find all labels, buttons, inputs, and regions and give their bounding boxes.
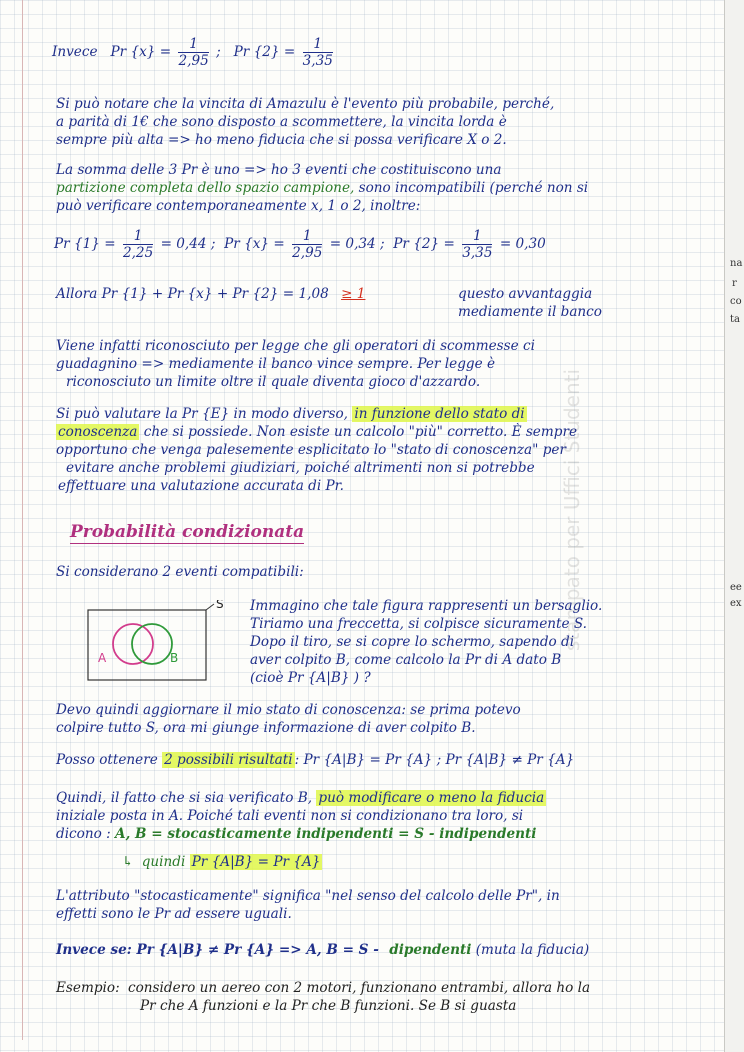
probabilities-line: [54, 228, 546, 261]
quindi-text: quindi: [141, 854, 186, 870]
section-title: Probabilità condizionata: [70, 522, 305, 542]
fraction: [178, 36, 208, 69]
fraction-den: 3,35: [302, 53, 333, 69]
sum-expression: Allora Pr {1} + Pr {x} + Pr {2} = 1,08: [56, 286, 329, 302]
para4-line: [56, 424, 577, 440]
fraction: [292, 228, 322, 261]
intro-px: Pr {x} =: [110, 44, 172, 60]
greater-equal-one: ≥ 1: [341, 286, 366, 302]
sum-note: questo avvantaggia: [458, 286, 593, 302]
para3-line: guadagnino => mediamente il banco vince sempre. Per legge è: [56, 356, 496, 372]
quindi-line: [122, 854, 322, 870]
prob-1-value: = 0,44 ;: [160, 236, 216, 252]
watermark: stampato per Uffici Studenti: [560, 368, 584, 652]
label-s: S: [216, 600, 224, 611]
para2-line: può verificare contemporaneamente x, 1 o 2, inoltre:: [56, 198, 421, 214]
para4-line: evitare anche problemi giudiziari, poiché altrimenti non si potrebbe: [66, 460, 535, 476]
para5-line: Devo quindi aggiornare il mio stato di conoscenza: se prima potevo: [56, 702, 521, 718]
intro-p2: Pr {2} =: [233, 44, 296, 60]
results-text: Posso ottenere: [56, 752, 158, 768]
para1-line: a parità di 1€ che sono disposto a scommettere, la vincita lorda è: [56, 114, 507, 130]
adjacent-page-edge: [724, 0, 744, 1052]
para7-line: effetti sono le Pr ad essere uguali.: [56, 906, 292, 922]
fraction-den: 2,95: [178, 53, 209, 69]
dependent-line: [56, 942, 589, 958]
results-formula: : Pr {A|B} = Pr {A} ; Pr {A|B} ≠ Pr {A}: [294, 752, 575, 768]
para6-line: iniziale posta in A. Poiché tali eventi non si condizionano tra loro, si: [56, 808, 524, 824]
para6-line: [56, 826, 536, 842]
para1-line: sempre più alta => ho meno fiducia che si possa verificare X o 2.: [56, 132, 507, 148]
edge-fragment: na: [730, 258, 743, 269]
example-label: Esempio:: [56, 980, 120, 996]
highlight: in funzione dello stato di: [354, 406, 525, 422]
venn-diagram: [86, 600, 236, 684]
highlight: 2 possibili risultati: [164, 752, 293, 768]
para6-text: Quindi, il fatto che si sia verificato B,: [56, 790, 313, 806]
fraction-num: 1: [303, 36, 333, 53]
fraction-den: 3,35: [462, 245, 493, 261]
para4-line: effettuare una valutazione accurata di Pr.: [58, 478, 344, 494]
margin-line: [22, 0, 23, 1040]
fraction-num: 1: [292, 228, 322, 245]
venn-text-line: Dopo il tiro, se si copre lo schermo, sapendo di: [250, 634, 575, 650]
para4-line: [56, 406, 527, 422]
fraction-num: 1: [178, 36, 208, 53]
sample-space-rect: [88, 610, 206, 680]
prob-x-value: = 0,34 ;: [329, 236, 385, 252]
dependent-note: (muta la fiducia): [475, 942, 590, 958]
fraction: [123, 228, 153, 261]
intro-lead: Invece: [52, 44, 98, 60]
label-a: A: [98, 651, 107, 665]
edge-fragment: ex: [730, 598, 742, 609]
example-line: considero un aereo con 2 motori, funzionano entrambi, allora ho la: [128, 980, 591, 996]
para5-line: colpire tutto S, ora mi giunge informazione di aver colpito B.: [56, 720, 476, 736]
sum-line: [56, 286, 365, 302]
independence-definition: A, B = stocasticamente indipendenti = S - indipendenti: [115, 826, 537, 842]
dependent-formula: Invece se: Pr {A|B} ≠ Pr {A} => A, B = S -: [56, 942, 379, 958]
partition-term: partizione completa dello spazio campione,: [56, 180, 355, 196]
para6-line: [56, 790, 546, 806]
para3-line: riconosciuto un limite oltre il quale diventa gioco d'azzardo.: [66, 374, 481, 390]
para2-line: La somma delle 3 Pr è uno => ho 3 eventi che costituiscono una: [56, 162, 502, 178]
circle-b: [132, 624, 172, 664]
s-pointer-line: [206, 604, 214, 610]
separator: ;: [216, 44, 221, 60]
fraction: [303, 36, 333, 69]
highlight: Pr {A|B} = Pr {A}: [191, 854, 321, 870]
edge-fragment: r: [732, 278, 737, 289]
venn-text-line: aver colpito B, come calcolo la Pr di A dato B: [250, 652, 562, 668]
para4-text: che si possiede. Non esiste un calcolo "più" corretto. È sempre: [143, 424, 577, 440]
para4-text: Si può valutare la Pr {E} in modo diverso,: [56, 406, 349, 422]
edge-fragment: co: [730, 296, 742, 307]
intro-line: [52, 36, 336, 69]
example-line: Pr che A funzioni e la Pr che B funzioni. Se B si guasta: [140, 998, 517, 1014]
para6-text: dicono :: [56, 826, 111, 842]
circle-a: [113, 624, 153, 664]
para1-line: Si può notare che la vincita di Amazulu è l'evento più probabile, perché,: [56, 96, 555, 112]
prob-1: Pr {1} =: [54, 236, 116, 252]
fraction-den: 2,95: [292, 245, 323, 261]
dependent-term: dipendenti: [389, 942, 472, 958]
fraction-den: 2,25: [122, 245, 154, 261]
highlight: conoscenza: [58, 424, 138, 440]
fraction-num: 1: [462, 228, 492, 245]
compat-line: Si considerano 2 eventi compatibili:: [56, 564, 304, 580]
para2-line: [56, 180, 588, 196]
results-line: [56, 752, 574, 768]
highlight: può modificare o meno la fiducia: [318, 790, 545, 806]
venn-text-line: Immagino che tale figura rappresenti un bersaglio.: [250, 598, 603, 614]
para3-line: Viene infatti riconosciuto per legge che gli operatori di scommesse ci: [56, 338, 535, 354]
prob-2-value: = 0,30: [499, 236, 546, 252]
label-b: B: [170, 651, 179, 665]
venn-text-line: (cioè Pr {A|B} ) ?: [250, 670, 371, 686]
para7-line: L'attributo "stocasticamente" significa "nel senso del calcolo delle Pr", in: [56, 888, 560, 904]
fraction-num: 1: [123, 228, 153, 245]
edge-fragment: ta: [730, 314, 740, 325]
para2-rest: sono incompatibili (perché non si: [358, 180, 589, 196]
prob-x: Pr {x} =: [224, 236, 285, 252]
venn-text-line: Tiriamo una freccetta, si colpisce sicuramente S.: [250, 616, 587, 632]
arrow-icon: ↳: [122, 854, 134, 870]
prob-2: Pr {2} =: [393, 236, 455, 252]
sum-note: mediamente il banco: [458, 304, 602, 320]
para4-line: opportuno che venga palesemente esplicitato lo "stato di conoscenza" per: [56, 442, 566, 458]
fraction: [462, 228, 492, 261]
edge-fragment: ee: [730, 582, 742, 593]
